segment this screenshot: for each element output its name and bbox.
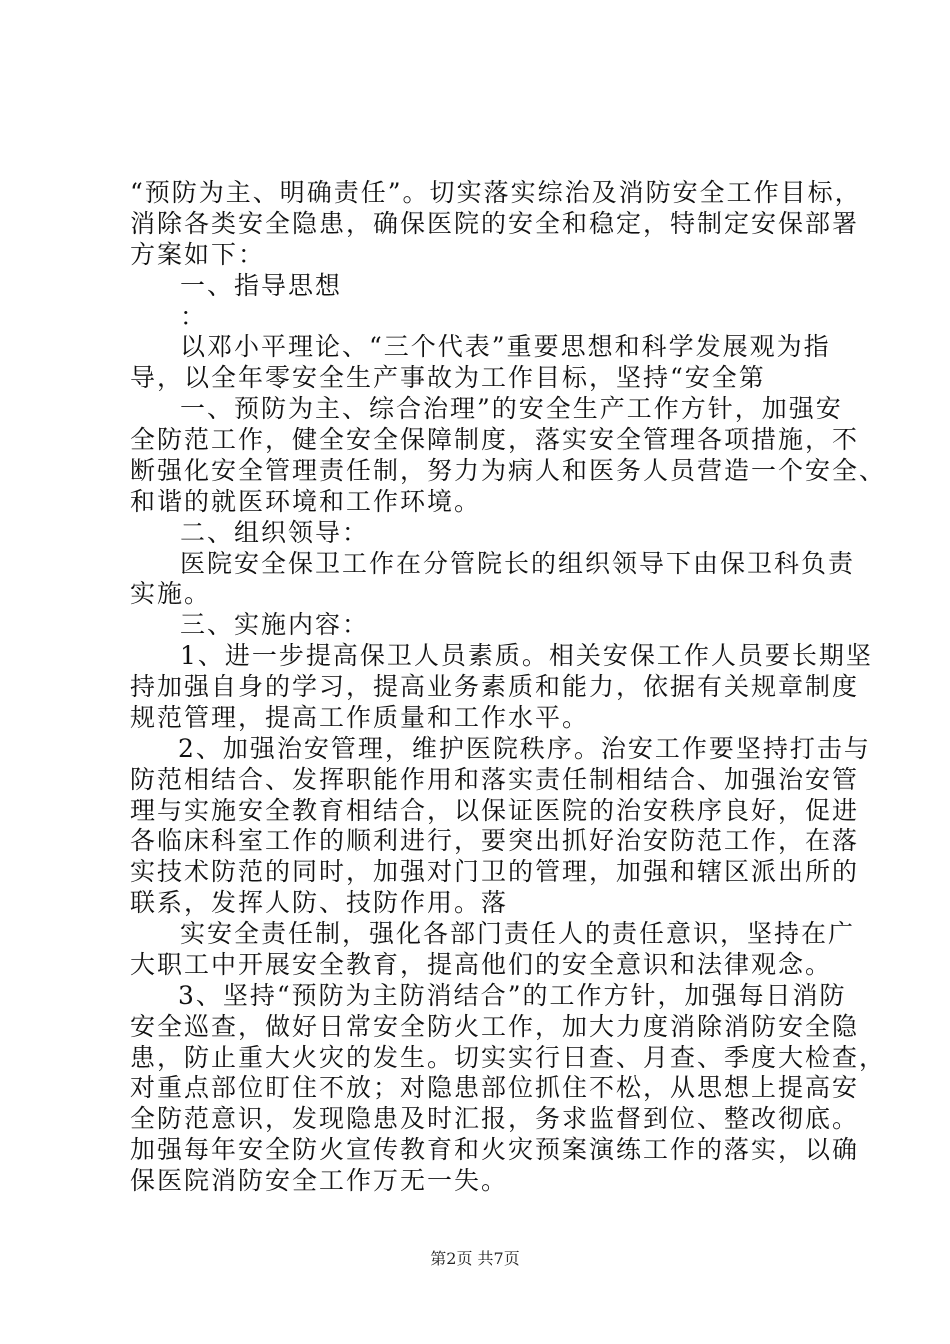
text-line: 和谐的就医环境和工作环境。 <box>130 487 482 516</box>
text-line: 大职工中开展安全教育，提高他们的安全意识和法律观念。 <box>130 950 833 979</box>
text-line: ： <box>180 302 208 331</box>
text-line: 防范相结合、发挥职能作用和落实责任制相结合、加强治安管 <box>130 765 860 794</box>
text-line: 全防范意识，发现隐患及时汇报，务求监督到位、整改彻底。 <box>130 1104 860 1133</box>
text-line: 实技术防范的同时，加强对门卫的管理，加强和辖区派出所的 <box>130 857 860 886</box>
text-line: 持加强自身的学习，提高业务素质和能力，依据有关规章制度 <box>130 672 860 701</box>
text-line: 规范管理，提高工作质量和工作水平。 <box>130 703 590 732</box>
text-line: 3、坚持“预防为主防消结合”的工作方针，加强每日消防 <box>178 981 847 1010</box>
text-line: 理与实施安全教育相结合，以保证医院的治安秩序良好，促进 <box>130 796 860 825</box>
section-heading: 一、指导思想 <box>180 271 343 300</box>
text-line: 安全巡查，做好日常安全防火工作，加大力度消除消防安全隐 <box>130 1012 860 1041</box>
text-line: 1、进一步提高保卫人员素质。相关安保工作人员要长期坚 <box>180 641 873 670</box>
text-line: 以邓小平理论、“三个代表”重要思想和科学发展观为指 <box>180 332 831 361</box>
text-line: 加强每年安全防火宣传教育和火灾预案演练工作的落实，以确 <box>130 1135 860 1164</box>
text-line: 断强化安全管理责任制，努力为病人和医务人员营造一个安全、 <box>130 456 887 485</box>
text-line: 医院安全保卫工作在分管院长的组织领导下由保卫科负责 <box>180 549 856 578</box>
text-line: 保医院消防安全工作万无一失。 <box>130 1166 509 1195</box>
page-footer: 第2页 共7页 <box>430 1249 520 1268</box>
text-line: “预防为主、明确责任”。切实落实综治及消防安全工作目标， <box>130 178 862 207</box>
text-line: 消除各类安全隐患，确保医院的安全和稳定，特制定安保部署 <box>130 209 860 238</box>
section-heading: 三、实施内容： <box>180 610 370 639</box>
section-heading: 二、组织领导： <box>180 518 370 547</box>
text-line: 2、加强治安管理，维护医院秩序。治安工作要坚持打击与 <box>178 734 871 763</box>
text-line: 实施。 <box>130 579 212 608</box>
text-line: 全防范工作，健全安全保障制度，落实安全管理各项措施，不 <box>130 425 860 454</box>
text-line: 对重点部位盯住不放；对隐患部位抓住不松，从思想上提高安 <box>130 1073 860 1102</box>
text-line: 导，以全年零安全生产事故为工作目标，坚持“安全第 <box>130 363 766 392</box>
text-line: 联系，发挥人防、技防作用。落 <box>130 888 509 917</box>
text-line: 患，防止重大火灾的发生。切实实行日查、月查、季度大检查， <box>130 1043 887 1072</box>
text-line: 一、预防为主、综合治理”的安全生产工作方针，加强安 <box>180 394 843 423</box>
text-line: 实安全责任制，强化各部门责任人的责任意识，坚持在广 <box>180 919 856 948</box>
text-line: 各临床科室工作的顺利进行，要突出抓好治安防范工作，在落 <box>130 826 860 855</box>
text-line: 方案如下： <box>130 240 266 269</box>
